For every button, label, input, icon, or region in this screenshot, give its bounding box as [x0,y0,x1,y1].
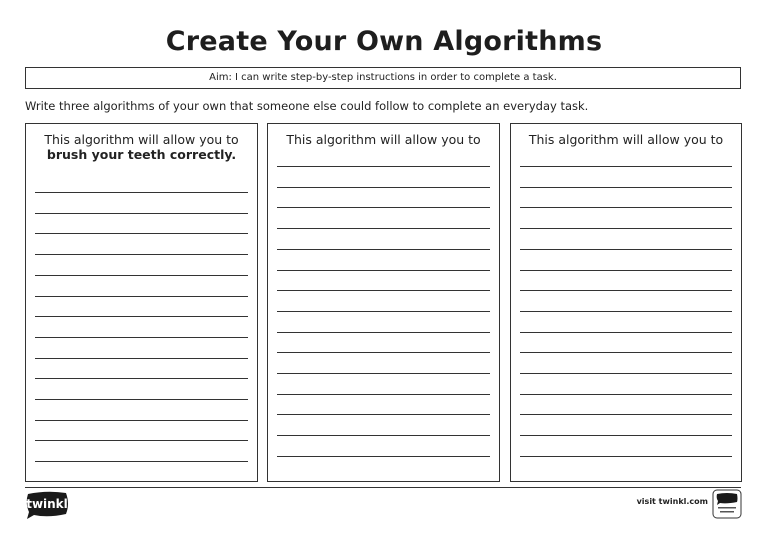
writing-line[interactable] [35,358,248,359]
writing-line[interactable] [277,270,490,271]
writing-line[interactable] [277,187,490,188]
algorithm-panel-2 [267,123,500,482]
writing-line[interactable] [277,166,490,167]
algorithm-panel-1 [25,123,258,482]
panel-heading [26,124,257,162]
quality-standard-badge-icon [712,489,742,519]
writing-line[interactable] [520,435,732,436]
twinkl-logo [24,490,70,520]
writing-line[interactable] [277,290,490,291]
writing-line[interactable] [520,311,732,312]
writing-line[interactable] [277,414,490,415]
writing-line[interactable] [35,192,248,193]
writing-line[interactable] [35,399,248,400]
writing-line[interactable] [520,456,732,457]
writing-line[interactable] [520,270,732,271]
panel-prompt: This algorithm will allow you to [44,132,239,147]
writing-line[interactable] [520,166,732,167]
writing-line[interactable] [520,352,732,353]
writing-line[interactable] [35,254,248,255]
writing-line[interactable] [520,373,732,374]
panel-prompt: This algorithm will allow you to [286,132,481,147]
writing-line[interactable] [277,435,490,436]
visit-link[interactable]: visit twinkl.com [636,497,708,506]
writing-line[interactable] [277,228,490,229]
writing-line[interactable] [277,249,490,250]
writing-line[interactable] [277,207,490,208]
writing-line[interactable] [520,228,732,229]
writing-line[interactable] [520,187,732,188]
page-title: Create Your Own Algorithms [165,26,603,57]
writing-line[interactable] [35,213,248,214]
panel-heading [511,124,741,147]
writing-line[interactable] [520,249,732,250]
writing-line[interactable] [35,337,248,338]
panel-prompt: This algorithm will allow you to [528,132,724,147]
panel-heading [268,124,499,147]
algorithm-panel-3 [510,123,742,482]
writing-line[interactable] [277,373,490,374]
writing-line[interactable] [520,414,732,415]
writing-line[interactable] [277,456,490,457]
writing-line[interactable] [35,461,248,462]
aim-box: Aim: I can write step-by-step instructions in order to complete a task. [25,67,741,89]
writing-line[interactable] [277,352,490,353]
writing-line[interactable] [277,311,490,312]
writing-line[interactable] [35,275,248,276]
panel-task: brush your teeth correctly. [46,147,237,162]
writing-line[interactable] [520,332,732,333]
instructions-text: Write three algorithms of your own that someone else could follow to complete an everyday task. [25,99,589,113]
writing-line[interactable] [35,440,248,441]
writing-line[interactable] [35,420,248,421]
writing-line[interactable] [520,290,732,291]
writing-line[interactable] [277,394,490,395]
writing-line[interactable] [277,332,490,333]
writing-line[interactable] [520,207,732,208]
writing-line[interactable] [35,296,248,297]
writing-line[interactable] [520,394,732,395]
logo-text: twinkl [26,497,68,511]
writing-line[interactable] [35,233,248,234]
footer-divider [25,487,741,488]
writing-line[interactable] [35,378,248,379]
writing-line[interactable] [35,316,248,317]
